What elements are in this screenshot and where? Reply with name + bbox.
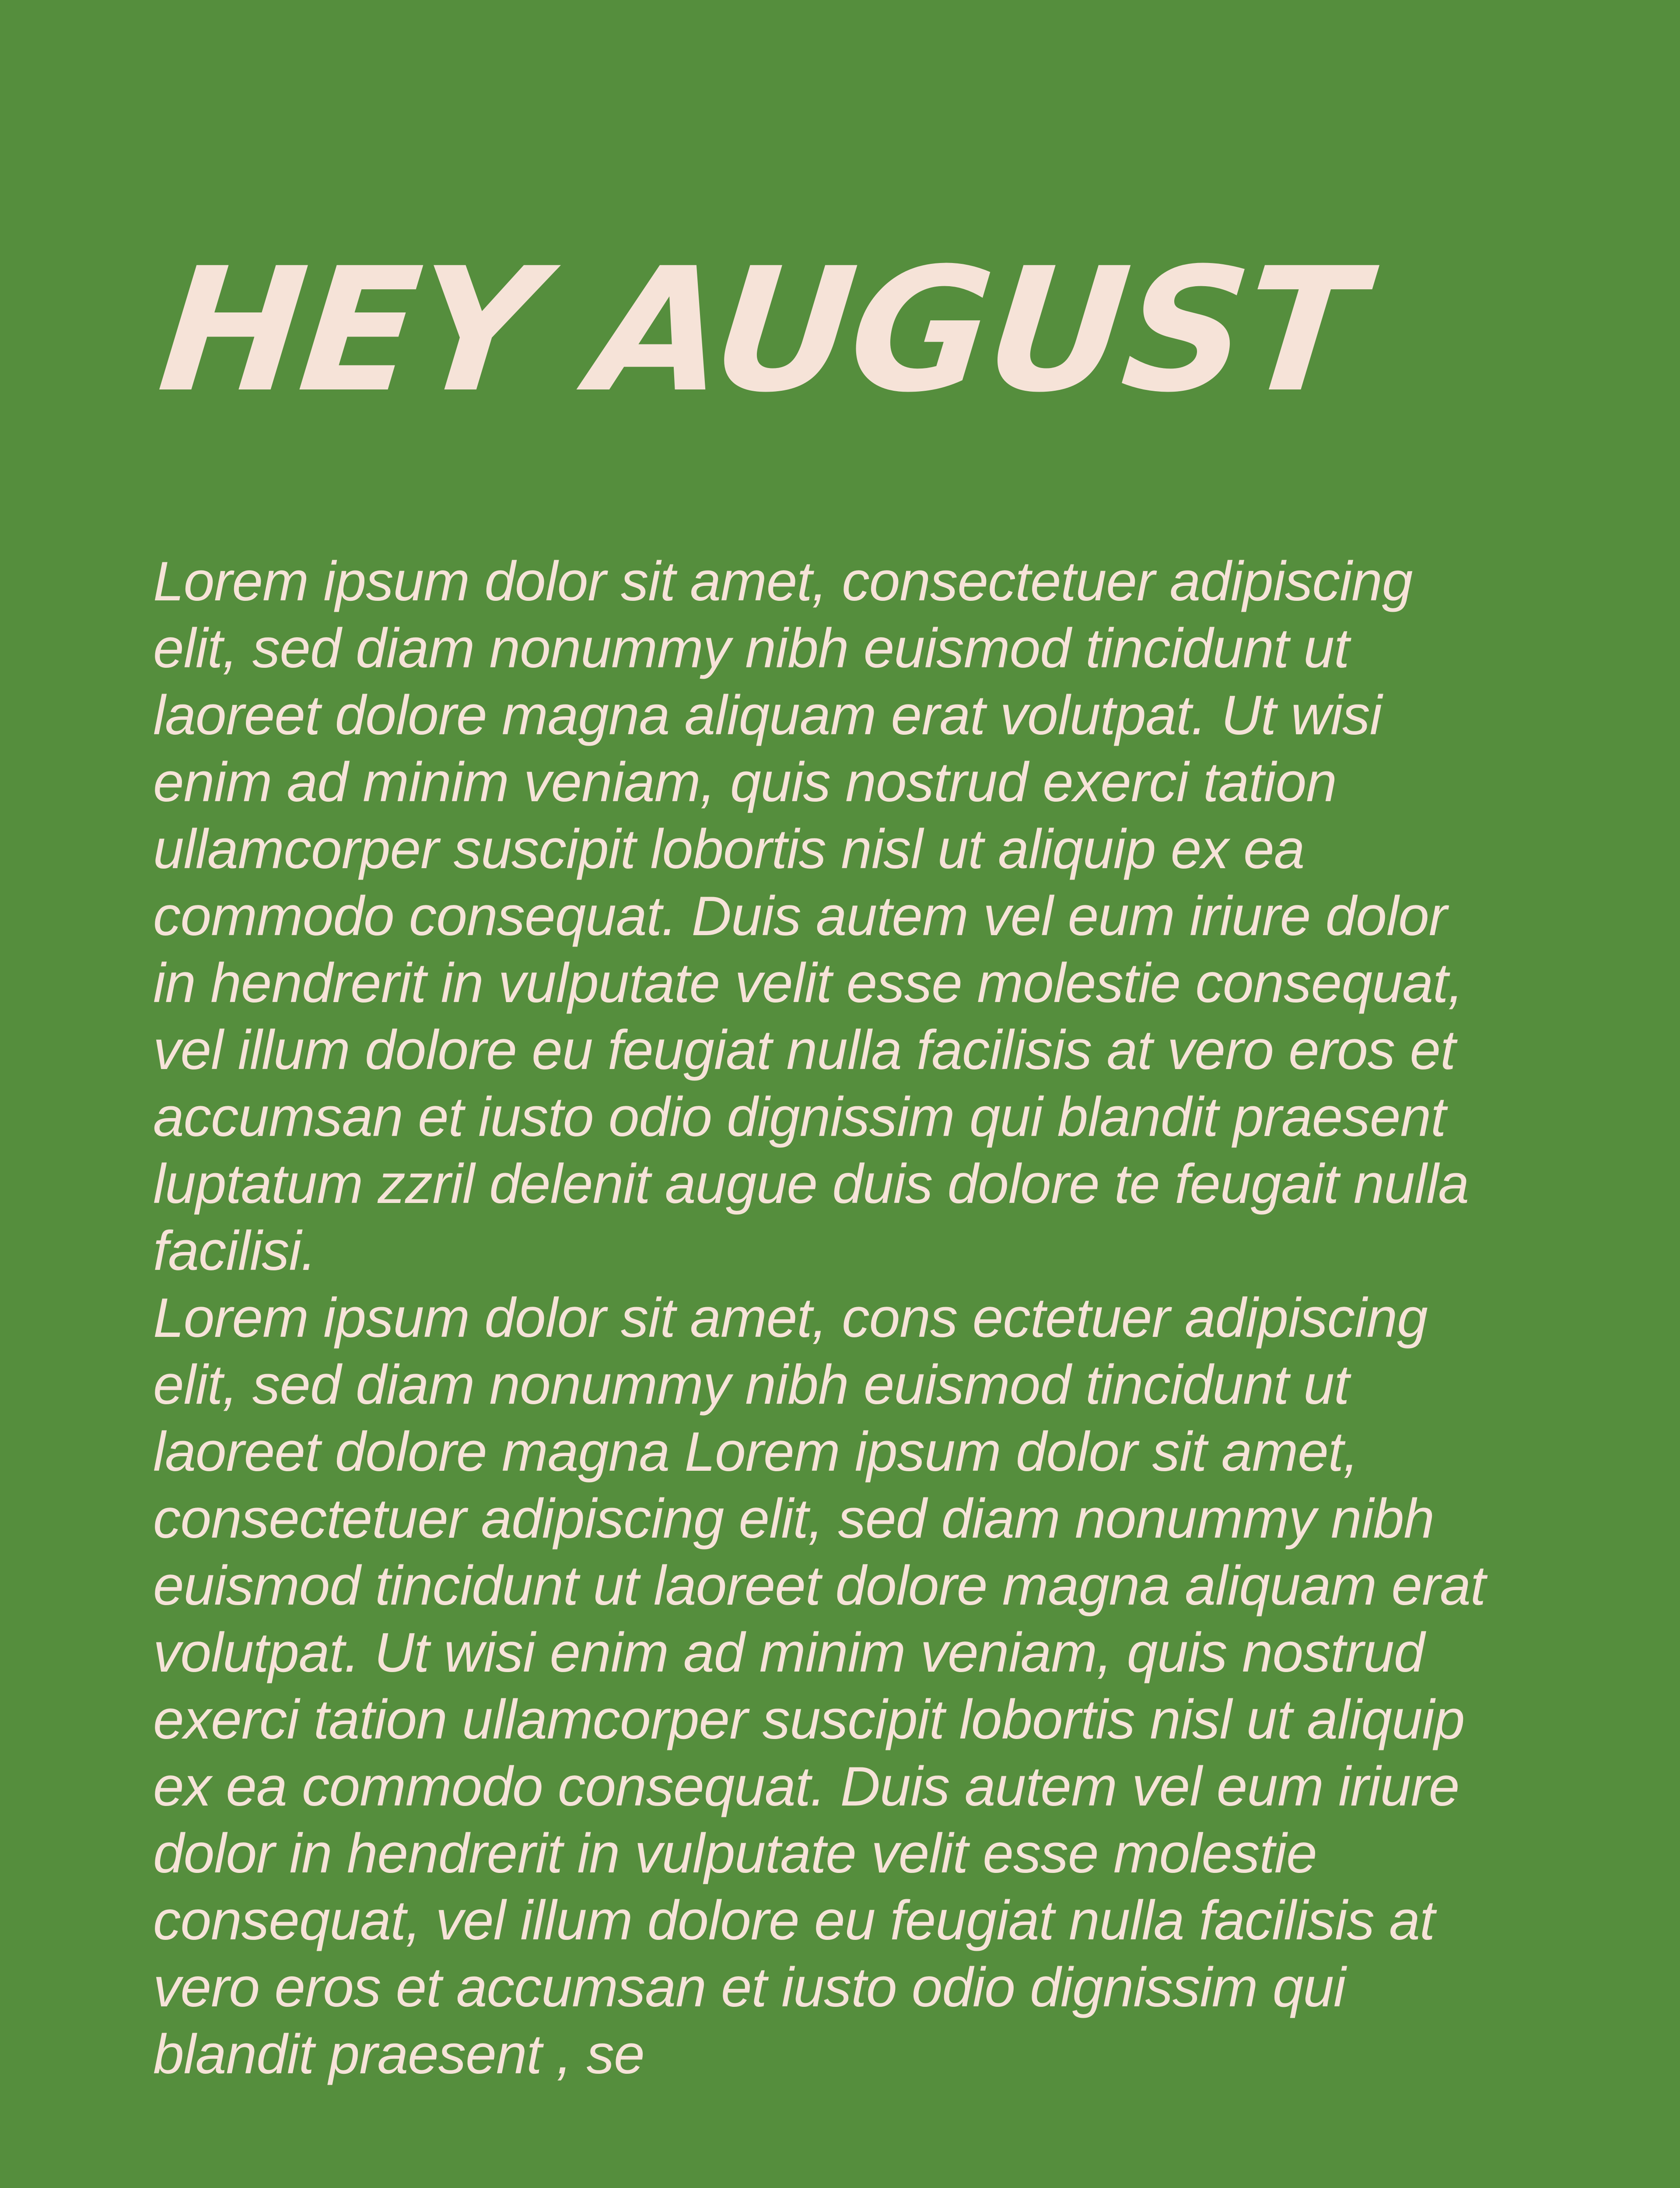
- body-copy: [153, 548, 1488, 2088]
- headline: HEY AUGUST: [151, 231, 1369, 430]
- body-paragraph-2: Lorem ipsum dolor sit amet, cons ectetuer adipiscing elit, sed diam nonummy nibh euismod tincidunt ut laoreet dolore magna Lorem ipsum dolor sit amet, consectetuer adipiscing elit, sed diam nonummy nibh euismod tincidunt ut laoreet dolore magna aliquam erat volutpat. Ut wisi enim ad minim veniam, quis nostrud exerci tation ullamcorper suscipit lobortis nisl ut aliquip ex ea commodo consequat. Duis autem vel eum iriure dolor in hendrerit in vulputate velit esse molestie consequat, vel illum dolore eu feugiat nulla facilisis at vero eros et accumsan et iusto odio dignissim qui blandit praesent , se: [153, 1287, 1486, 2085]
- body-paragraph-1: Lorem ipsum dolor sit amet, consectetuer adipiscing elit, sed diam nonummy nibh euismod tincidunt ut laoreet dolore magna aliquam erat volutpat. Ut wisi enim ad minim veniam, quis nostrud exerci tation ullamcorper suscipit lobortis nisl ut aliquip ex ea commodo consequat. Duis autem vel eum iriure dolor in hendrerit in vulputate velit esse molestie consequat, vel illum dolore eu feugiat nulla facilisis at vero eros et accumsan et iusto odio dignissim qui blandit praesent luptatum zzril delenit augue duis dolore te feugait nulla facilisi.: [153, 550, 1469, 1282]
